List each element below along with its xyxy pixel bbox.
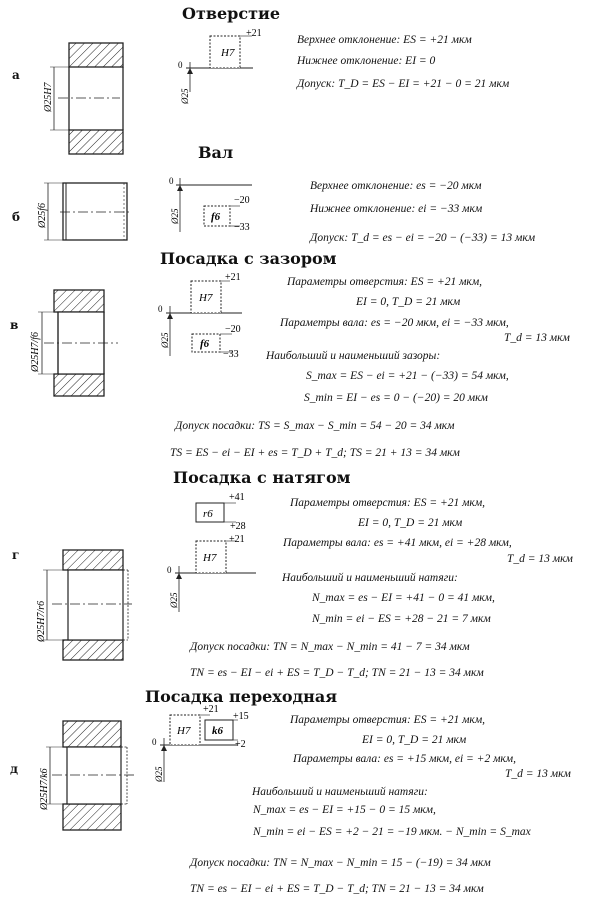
svg-text:k6: k6 xyxy=(212,725,223,737)
text-c-9: TS = ES − ei − EI + es = T_D + T_d; TS = 21 + 13 = 34 мкм xyxy=(170,447,460,459)
text-e-4: T_d = 13 мкм xyxy=(505,768,571,780)
text-a-1: Верхнее отклонение: ES = +21 мкм xyxy=(297,34,472,46)
svg-text:+28: +28 xyxy=(230,521,246,532)
svg-text:0: 0 xyxy=(169,176,174,186)
text-c-2: EI = 0, T_D = 21 мкм xyxy=(356,296,461,308)
svg-text:r6: r6 xyxy=(203,508,213,520)
hole-part-a xyxy=(43,43,123,154)
tolerance-scheme-c xyxy=(158,272,242,360)
text-b-1: Верхнее отклонение: es = −20 мкм xyxy=(310,180,482,192)
svg-text:Ø25H7/r6: Ø25H7/r6 xyxy=(36,600,47,642)
text-d-5: Наибольший и наименьший натяги: xyxy=(282,572,458,584)
text-d-4: T_d = 13 мкм xyxy=(507,553,573,565)
svg-text:Ø25: Ø25 xyxy=(154,766,164,782)
text-c-8: Допуск посадки: TS = S_max − S_min = 54 − 20 = 34 мкм xyxy=(175,420,455,432)
svg-text:H7: H7 xyxy=(203,552,217,564)
assembly-part-c xyxy=(30,290,118,396)
svg-text:Ø25f6: Ø25f6 xyxy=(37,203,48,228)
text-e-8: Допуск посадки: TN = N_max − N_min = 15 − (−19) = 34 мкм xyxy=(190,857,491,869)
text-d-6: N_max = es − EI = +41 − 0 = 41 мкм, xyxy=(312,592,495,604)
svg-text:f6: f6 xyxy=(200,338,210,350)
text-b-2: Нижнее отклонение: ei = −33 мкм xyxy=(310,203,483,215)
row-label-a: а xyxy=(12,68,20,82)
title-hole: Отверстие xyxy=(182,4,281,23)
text-d-2: EI = 0, T_D = 21 мкм xyxy=(358,517,463,529)
text-d-8: Допуск посадки: TN = N_max − N_min = 41 − 7 = 34 мкм xyxy=(190,641,470,653)
text-d-3: Параметры вала: es = +41 мкм, ei = +28 мкм, xyxy=(283,537,512,549)
svg-text:−20: −20 xyxy=(225,324,241,335)
row-label-e: д xyxy=(10,762,18,776)
text-a-3: Допуск: T_D = ES − EI = +21 − 0 = 21 мкм xyxy=(297,78,510,90)
svg-text:+21: +21 xyxy=(246,28,262,39)
text-e-3: Параметры вала: es = +15 мкм, ei = +2 мкм, xyxy=(293,753,516,765)
text-d-7: N_min = ei − ES = +28 − 21 = 7 мкм xyxy=(312,613,491,625)
svg-text:Ø25: Ø25 xyxy=(180,88,190,104)
svg-text:0: 0 xyxy=(178,60,183,70)
title-interference-fit: Посадка с натягом xyxy=(173,468,351,487)
dim-label-a: Ø25H7 xyxy=(43,82,54,112)
svg-text:H7: H7 xyxy=(177,725,191,737)
svg-text:Ø25: Ø25 xyxy=(160,332,170,348)
text-e-9: TN = es − EI − ei + ES = T_D − T_d; TN = 21 − 13 = 34 мкм xyxy=(190,883,484,895)
title-clearance-fit: Посадка с зазором xyxy=(160,249,337,268)
svg-text:Ø25H7/f6: Ø25H7/f6 xyxy=(30,332,41,372)
svg-text:0: 0 xyxy=(152,737,157,747)
text-c-3: Параметры вала: es = −20 мкм, ei = −33 мкм, xyxy=(280,317,509,329)
svg-text:+41: +41 xyxy=(229,492,245,503)
svg-text:f6: f6 xyxy=(211,211,221,223)
text-a-2: Нижнее отклонение: EI = 0 xyxy=(297,55,436,67)
assembly-part-e xyxy=(39,721,134,830)
svg-text:Ø25: Ø25 xyxy=(170,208,180,224)
svg-text:+21: +21 xyxy=(229,534,245,545)
title-shaft: Вал xyxy=(198,143,234,162)
svg-text:+15: +15 xyxy=(233,711,249,722)
text-e-2: EI = 0, T_D = 21 мкм xyxy=(362,734,467,746)
tolerance-scheme-e xyxy=(152,704,249,783)
svg-text:0: 0 xyxy=(158,304,163,314)
svg-text:−33: −33 xyxy=(234,222,250,233)
tolerance-scheme-b xyxy=(169,176,252,233)
svg-text:Ø25: Ø25 xyxy=(169,592,179,608)
text-e-1: Параметры отверстия: ES = +21 мкм, xyxy=(290,714,486,726)
tolerance-scheme-d xyxy=(167,492,256,612)
row-label-b: б xyxy=(12,210,21,224)
row-label-c: в xyxy=(10,318,19,332)
svg-text:+21: +21 xyxy=(203,704,219,715)
svg-text:H7: H7 xyxy=(199,292,213,304)
text-c-6: S_max = ES − ei = +21 − (−33) = 54 мкм, xyxy=(306,370,509,382)
svg-text:−33: −33 xyxy=(223,349,239,360)
text-e-7: N_min = ei − ES = +2 − 21 = −19 мкм. − N_min = S_max xyxy=(253,826,531,838)
tolerance-scheme-a xyxy=(178,28,262,105)
text-c-5: Наибольший и наименьший зазоры: xyxy=(266,350,441,362)
text-e-5: Наибольший и наименьший натяги: xyxy=(252,786,428,798)
svg-text:+21: +21 xyxy=(225,272,241,283)
text-c-1: Параметры отверстия: ES = +21 мкм, xyxy=(287,276,483,288)
text-e-6: N_max = es − EI = +15 − 0 = 15 мкм, xyxy=(253,804,436,816)
svg-text:−20: −20 xyxy=(234,195,250,206)
svg-text:0: 0 xyxy=(167,565,172,575)
shaft-part-b xyxy=(37,183,132,240)
svg-text:Ø25H7/k6: Ø25H7/k6 xyxy=(39,768,50,810)
text-c-7: S_min = EI − es = 0 − (−20) = 20 мкм xyxy=(304,392,488,404)
text-c-4: T_d = 13 мкм xyxy=(504,332,570,344)
text-d-9: TN = es − EI − ei + ES = T_D − T_d; TN = 21 − 13 = 34 мкм xyxy=(190,667,484,679)
svg-text:+2: +2 xyxy=(235,739,246,750)
row-label-d: г xyxy=(12,548,20,562)
svg-text:H7: H7 xyxy=(221,47,235,59)
title-transition-fit: Посадка переходная xyxy=(145,687,338,706)
text-d-1: Параметры отверстия: ES = +21 мкм, xyxy=(290,497,486,509)
assembly-part-d xyxy=(36,550,132,660)
text-b-3: Допуск: T_d = es − ei = −20 − (−33) = 13 мкм xyxy=(310,232,536,244)
